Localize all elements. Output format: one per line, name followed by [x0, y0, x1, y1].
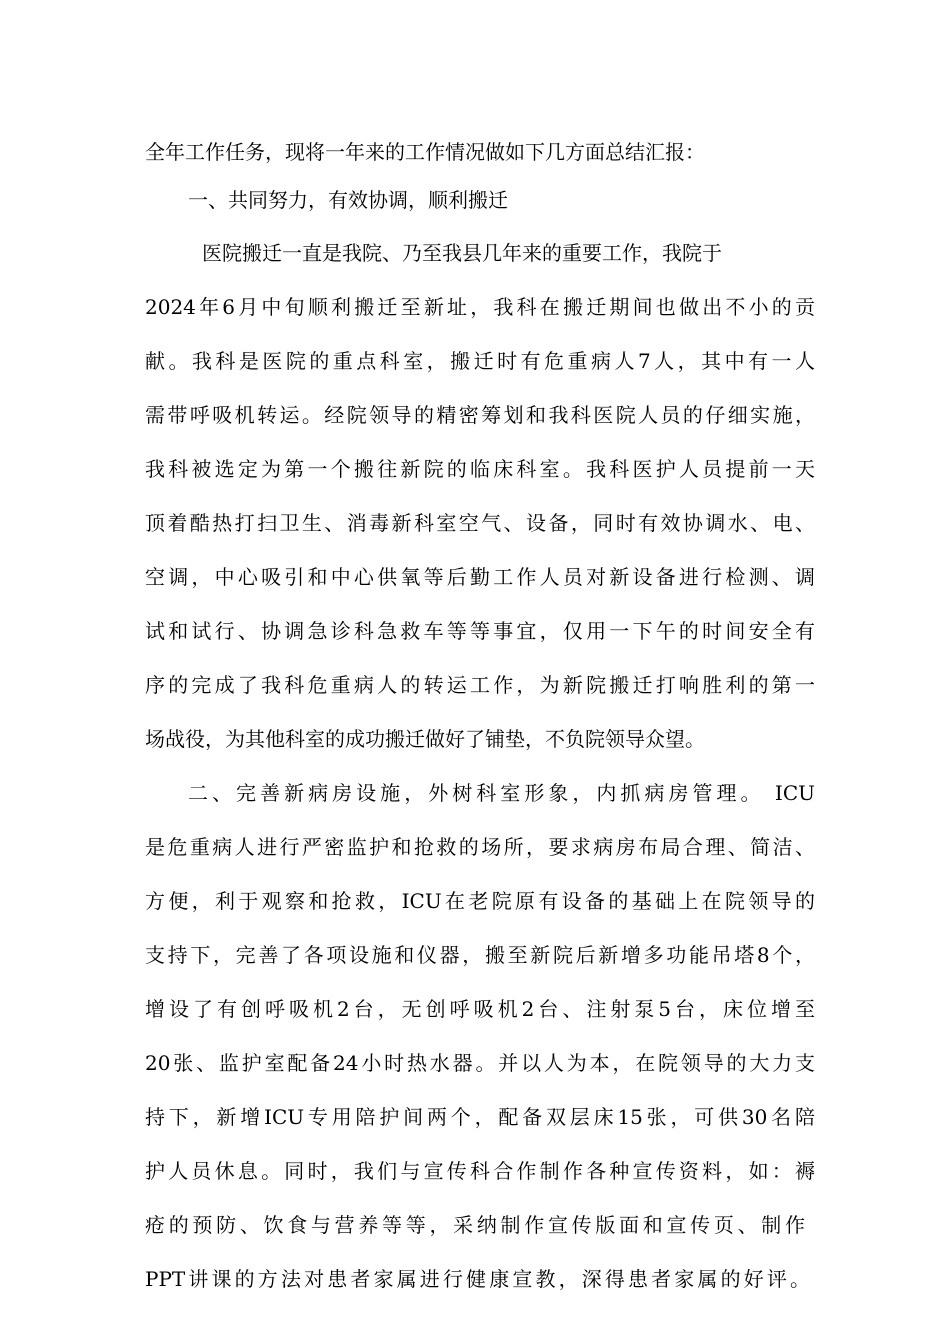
- text-line: 我科被选定为第一个搬往新院的临床科室。我科医护人员提前一天: [145, 457, 815, 481]
- section-heading: 一、共同努力，有效协调，顺利搬迁: [188, 188, 508, 212]
- text-line: 方便，利于观察和抢救，ICU在老院原有设备的基础上在院领导的: [145, 889, 815, 913]
- text-line: 试和试行、协调急诊科急救车等等事宜，仅用一下午的时间安全有: [145, 619, 815, 643]
- text-line: 献。我科是医院的重点科室，搬迁时有危重病人7人，其中有一人: [145, 349, 815, 373]
- text-line: 护人员休息。同时，我们与宣传科合作制作各种宣传资料，如：褥: [145, 1159, 815, 1183]
- text-line: 空调，中心吸引和中心供氧等后勤工作人员对新设备进行检测、调: [145, 565, 815, 589]
- text-line: 20张、监护室配备24小时热水器。并以人为本，在院领导的大力支: [145, 1051, 815, 1075]
- text-line: 持下，新增ICU专用陪护间两个，配备双层床15张，可供30名陪: [145, 1105, 815, 1129]
- text-line: 医院搬迁一直是我院、乃至我县几年来的重要工作，我院于: [202, 241, 722, 265]
- text-line: 增设了有创呼吸机2台，无创呼吸机2台、注射泵5台，床位增至: [145, 997, 815, 1021]
- section-heading: 二、完善新病房设施，外树科室形象，内抓病房管理。 ICU: [188, 781, 815, 805]
- text-line: 是危重病人进行严密监护和抢救的场所，要求病房布局合理、简洁、: [145, 835, 815, 859]
- text-line: 疮的预防、饮食与营养等等，采纳制作宣传版面和宣传页、制作: [145, 1213, 805, 1237]
- text-line: 全年工作任务，现将一年来的工作情况做如下几方面总结汇报：: [145, 140, 705, 164]
- text-line: 支持下，完善了各项设施和仪器，搬至新院后新增多功能吊塔8个，: [145, 943, 815, 967]
- text-line: 需带呼吸机转运。经院领导的精密筹划和我科医院人员的仔细实施，: [145, 403, 815, 427]
- text-line: 顶着酷热打扫卫生、消毒新科室空气、设备，同时有效协调水、电、: [145, 511, 815, 535]
- text-line: 场战役，为其他科室的成功搬迁做好了铺垫，不负院领导众望。: [145, 727, 705, 751]
- text-line: 2024年6月中旬顺利搬迁至新址，我科在搬迁期间也做出不小的贡: [145, 295, 815, 319]
- text-line: 序的完成了我科危重病人的转运工作，为新院搬迁打响胜利的第一: [145, 673, 815, 697]
- text-line: PPT讲课的方法对患者家属进行健康宣教，深得患者家属的好评。: [145, 1267, 810, 1291]
